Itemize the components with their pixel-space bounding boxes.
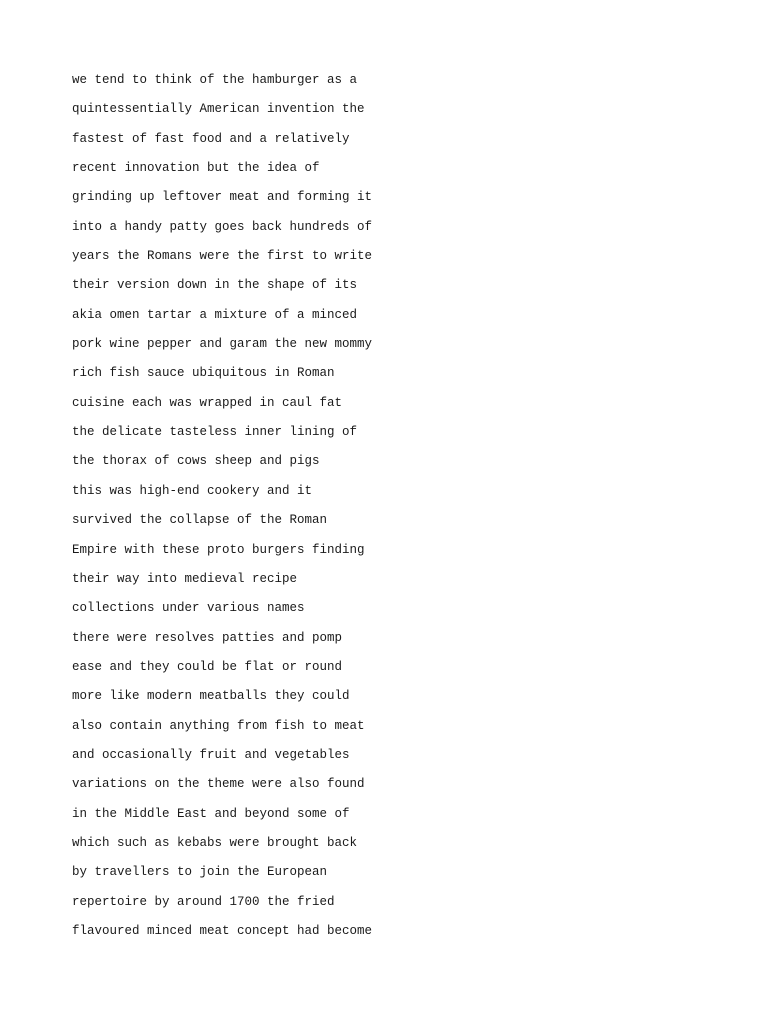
text-line: akia omen tartar a mixture of a minced <box>72 307 358 322</box>
text-line: and occasionally fruit and vegetables <box>72 747 350 762</box>
text-line: cuisine each was wrapped in caul fat <box>72 395 343 410</box>
text-line: more like modern meatballs they could <box>72 689 350 704</box>
text-line: in the Middle East and beyond some of <box>72 806 350 821</box>
text-line: survived the collapse of the Roman <box>72 513 328 528</box>
text-line: collections under various names <box>72 601 305 616</box>
text-line: years the Romans were the first to write <box>72 249 373 264</box>
text-line: quintessentially American invention the <box>72 102 365 117</box>
text-line: the thorax of cows sheep and pigs <box>72 454 320 469</box>
text-line: we tend to think of the hamburger as a <box>72 73 358 87</box>
text-line: flavoured minced meat concept had become <box>72 923 373 938</box>
text-line: fastest of fast food and a relatively <box>72 131 350 146</box>
text-line: repertoire by around 1700 the fried <box>72 894 335 909</box>
text-line: grinding up leftover meat and forming it <box>72 190 373 205</box>
text-line: which such as kebabs were brought back <box>72 835 358 850</box>
text-line: ease and they could be flat or round <box>72 659 343 674</box>
text-line: into a handy patty goes back hundreds of <box>72 219 373 234</box>
text-line: their version down in the shape of its <box>72 278 358 293</box>
transcript-text-block <box>72 66 712 946</box>
text-line: also contain anything from fish to meat <box>72 718 365 733</box>
text-line: variations on the theme were also found <box>72 777 365 792</box>
text-line: by travellers to join the European <box>72 865 328 880</box>
text-line: Empire with these proto burgers finding <box>72 542 365 557</box>
text-line: the delicate tasteless inner lining of <box>72 425 358 440</box>
text-line: rich fish sauce ubiquitous in Roman <box>72 366 335 381</box>
text-line: there were resolves patties and pomp <box>72 630 343 645</box>
text-line: recent innovation but the idea of <box>72 161 320 176</box>
text-line: pork wine pepper and garam the new mommy <box>72 337 373 352</box>
text-line: this was high-end cookery and it <box>72 483 313 498</box>
text-line: their way into medieval recipe <box>72 571 298 586</box>
